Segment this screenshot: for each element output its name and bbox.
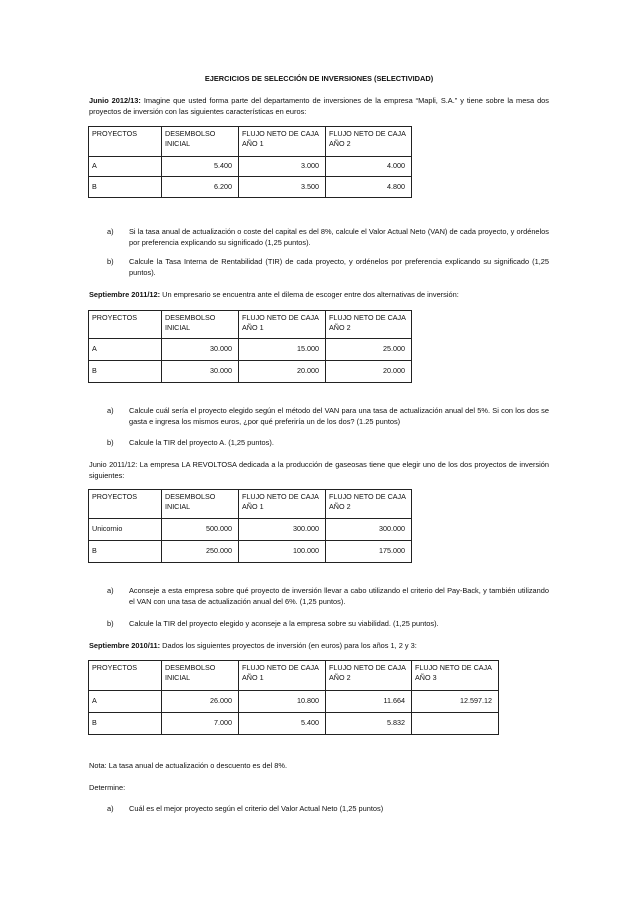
cell-f1: 20.000 <box>239 361 326 383</box>
table-row <box>89 157 412 177</box>
cell-desembolso: 6.200 <box>162 177 239 198</box>
ex1-intro-text: Imagine que usted forma parte del departamento de inversiones de la empresa “Mapli, S.A.” y tiene sobre la mesa dos proyectos de inversión con las siguientes características en euros: <box>89 96 549 116</box>
cell-f1: 10.800 <box>239 691 326 713</box>
ex4-header-row <box>89 661 499 691</box>
cell-f3 <box>412 713 499 735</box>
cell-f2: 300.000 <box>326 519 412 541</box>
item-text: Calcule cuál sería el proyecto elegido según el método del VAN para una tasa de actualización anual del 5%. Si con los dos se gasta e ingresa los mismos euros, ¿por qué preferiría un de los dos? (1.25 puntos) <box>129 406 549 426</box>
item-marker: a) <box>107 586 114 595</box>
ex4-determine: Determine: <box>89 783 126 792</box>
cell-f1: 100.000 <box>239 541 326 563</box>
ex3-item-b <box>107 619 549 630</box>
cell-desembolso: 7.000 <box>162 713 239 735</box>
table-row <box>89 713 499 735</box>
ex2-intro <box>89 290 549 301</box>
ex2-table <box>88 310 412 383</box>
ex3-item-a <box>107 586 549 607</box>
cell-f2: 175.000 <box>326 541 412 563</box>
ex4-table <box>88 660 499 735</box>
ex4-label: Septiembre 2010/11: <box>89 641 161 650</box>
cell-f2: 5.832 <box>326 713 412 735</box>
item-marker: a) <box>107 804 114 813</box>
ex2-item-a <box>107 406 549 427</box>
header-flujo1: FLUJO NETO DE CAJA AÑO 1 <box>239 311 326 339</box>
cell-f3: 12.597.12 <box>412 691 499 713</box>
item-marker: b) <box>107 438 114 447</box>
header-flujo3: FLUJO NETO DE CAJA AÑO 3 <box>412 661 499 691</box>
header-desembolso: DESEMBOLSO INICIAL <box>162 127 239 157</box>
header-flujo1: FLUJO NETO DE CAJA AÑO 1 <box>239 661 326 691</box>
cell-desembolso: 30.000 <box>162 361 239 383</box>
item-text: Calcule la TIR del proyecto elegido y aconseje a la empresa sobre su viabilidad. (1,25 puntos). <box>129 619 439 628</box>
header-proyectos: PROYECTOS <box>89 311 162 339</box>
table-row <box>89 361 412 383</box>
header-flujo1: FLUJO NETO DE CAJA AÑO 1 <box>239 490 326 519</box>
cell-f2: 11.664 <box>326 691 412 713</box>
ex1-label: Junio 2012/13: <box>89 96 141 105</box>
item-text: Calcule la Tasa Interna de Rentabilidad (TIR) de cada proyecto, y ordénelos por preferencia explicando su significado (1,25 puntos). <box>129 257 549 277</box>
ex1-item-a <box>107 227 549 248</box>
header-proyectos: PROYECTOS <box>89 661 162 691</box>
cell-f1: 3.500 <box>239 177 326 198</box>
cell-name: A <box>89 691 162 713</box>
item-marker: a) <box>107 227 114 236</box>
cell-name: B <box>89 713 162 735</box>
ex3-intro: Junio 2011/12: La empresa LA REVOLTOSA dedicada a la producción de gaseosas tiene que elegir uno de los dos proyectos de inversión siguientes: <box>89 460 549 480</box>
item-text: Si la tasa anual de actualización o coste del capital es del 8%, calcule el Valor Actual Neto (VAN) de cada proyecto, y ordénelos por preferencia explicando su significado (1,25 puntos). <box>129 227 549 247</box>
header-flujo2: FLUJO NETO DE CAJA AÑO 2 <box>326 127 412 157</box>
header-desembolso: DESEMBOLSO INICIAL <box>162 311 239 339</box>
cell-desembolso: 500.000 <box>162 519 239 541</box>
item-text: Cuál es el mejor proyecto según el criterio del Valor Actual Neto (1,25 puntos) <box>129 804 384 813</box>
cell-f1: 5.400 <box>239 713 326 735</box>
item-text: Aconseje a esta empresa sobre qué proyecto de inversión llevar a cabo utilizando el criterio del Pay-Back, y también utilizando el VAN con una tasa de actualización anual del 6%. (1,25 puntos). <box>129 586 549 606</box>
ex4-nota: Nota: La tasa anual de actualización o descuento es del 8%. <box>89 761 288 770</box>
header-flujo2: FLUJO NETO DE CAJA AÑO 2 <box>326 490 412 519</box>
item-marker: b) <box>107 257 114 266</box>
ex2-item-b <box>107 438 549 449</box>
header-proyectos: PROYECTOS <box>89 127 162 157</box>
cell-name: Unicornio <box>89 519 162 541</box>
cell-name: A <box>89 339 162 361</box>
cell-name: B <box>89 177 162 198</box>
table-row <box>89 339 412 361</box>
ex1-intro <box>89 96 549 117</box>
header-flujo2: FLUJO NETO DE CAJA AÑO 2 <box>326 311 412 339</box>
ex3-header-row <box>89 490 412 519</box>
cell-desembolso: 30.000 <box>162 339 239 361</box>
ex2-intro-text: Un empresario se encuentra ante el dilema de escoger entre dos alternativas de inversión: <box>160 290 459 299</box>
header-flujo1: FLUJO NETO DE CAJA AÑO 1 <box>239 127 326 157</box>
ex4-intro <box>89 641 549 652</box>
header-flujo2: FLUJO NETO DE CAJA AÑO 2 <box>326 661 412 691</box>
page-title: EJERCICIOS DE SELECCIÓN DE INVERSIONES (SELECTIVIDAD) <box>204 74 434 83</box>
ex2-label: Septiembre 2011/12: <box>89 290 161 299</box>
cell-f1: 15.000 <box>239 339 326 361</box>
ex1-header-row <box>89 127 412 157</box>
item-marker: b) <box>107 619 114 628</box>
header-desembolso: DESEMBOLSO INICIAL <box>162 490 239 519</box>
cell-desembolso: 5.400 <box>162 157 239 177</box>
table-row <box>89 177 412 198</box>
cell-name: B <box>89 541 162 563</box>
header-desembolso: DESEMBOLSO INICIAL <box>162 661 239 691</box>
ex4-intro-text: Dados los siguientes proyectos de inversión (en euros) para los años 1, 2 y 3: <box>160 641 417 650</box>
cell-f1: 300.000 <box>239 519 326 541</box>
cell-f2: 25.000 <box>326 339 412 361</box>
table-row <box>89 691 499 713</box>
cell-f2: 4.000 <box>326 157 412 177</box>
cell-desembolso: 250.000 <box>162 541 239 563</box>
cell-desembolso: 26.000 <box>162 691 239 713</box>
ex3-table <box>88 489 412 563</box>
cell-name: A <box>89 157 162 177</box>
item-marker: a) <box>107 406 114 415</box>
ex1-item-b <box>107 257 549 278</box>
ex4-item-a <box>107 804 549 815</box>
cell-f2: 4.800 <box>326 177 412 198</box>
table-row <box>89 519 412 541</box>
ex1-table <box>88 126 412 198</box>
item-text: Calcule la TIR del proyecto A. (1,25 puntos). <box>129 438 274 447</box>
cell-f1: 3.000 <box>239 157 326 177</box>
ex2-header-row <box>89 311 412 339</box>
table-row <box>89 541 412 563</box>
cell-name: B <box>89 361 162 383</box>
header-proyectos: PROYECTOS <box>89 490 162 519</box>
cell-f2: 20.000 <box>326 361 412 383</box>
